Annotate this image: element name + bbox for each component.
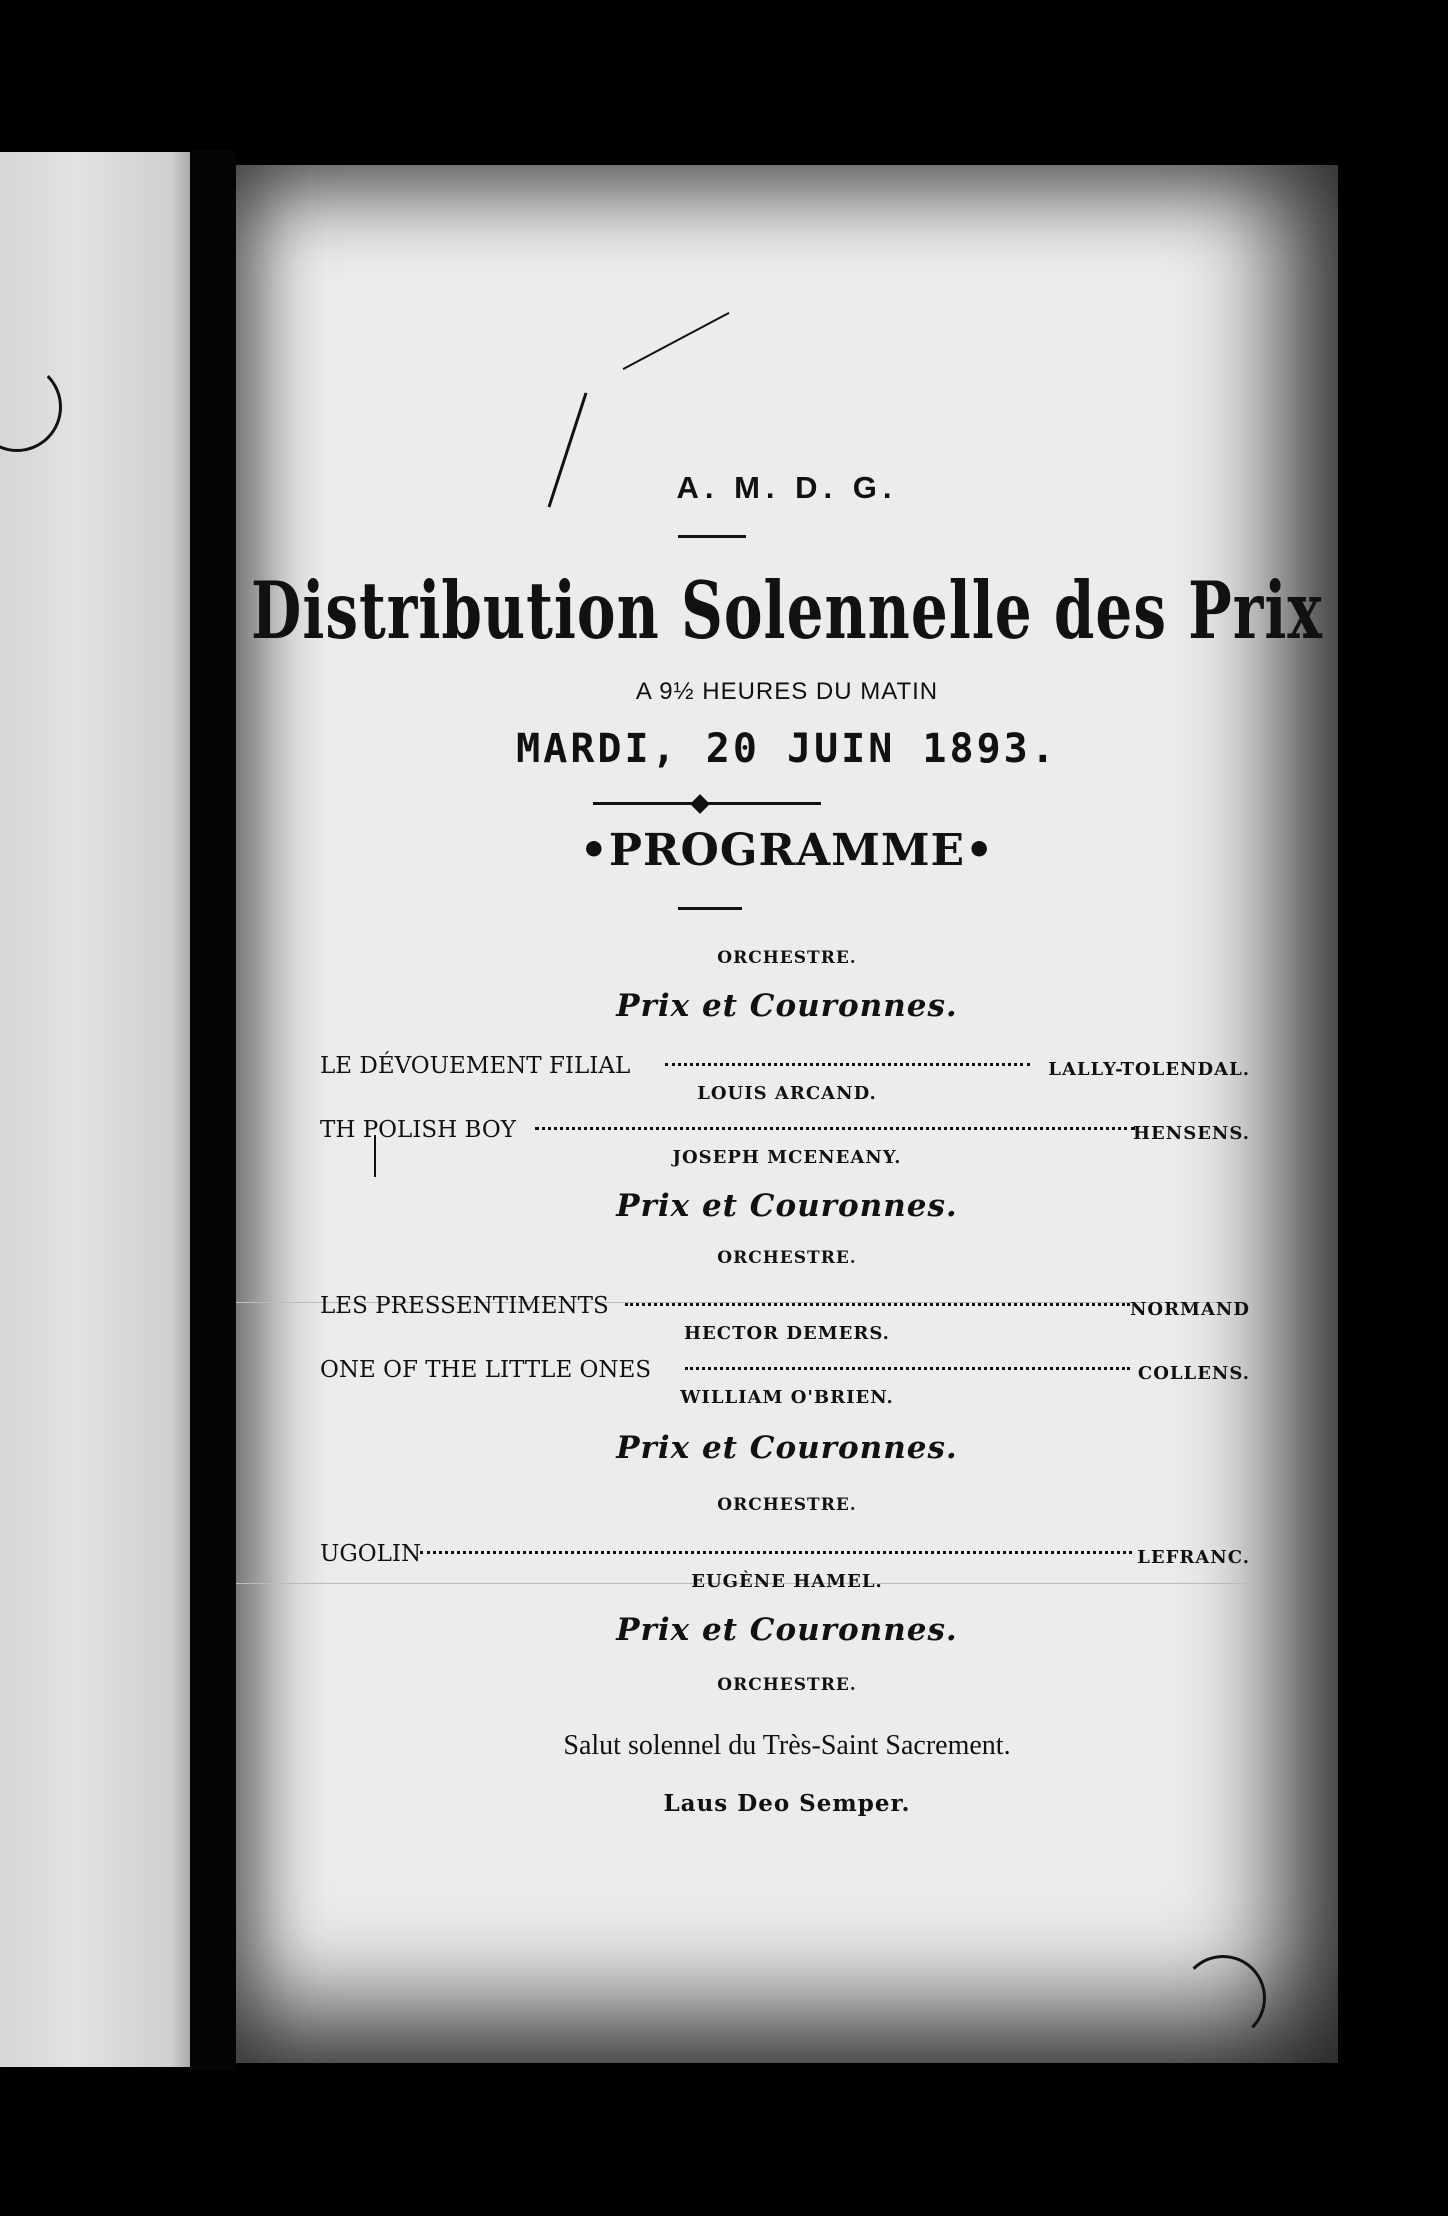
prix-line: Prix et Couronnes. (616, 1612, 958, 1648)
piece-author: LALLY-TOLENDAL. (1048, 1059, 1250, 1080)
performer: LOUIS ARCAND. (697, 1083, 877, 1104)
ornament-divider (593, 802, 821, 805)
orchestre-line: ORCHESTRE. (717, 1248, 857, 1268)
laus-deo-line: Laus Deo Semper. (663, 1790, 911, 1817)
divider (678, 535, 746, 538)
leader-dots (685, 1367, 1130, 1372)
piece-title: TH POLISH BOY (320, 1117, 516, 1143)
salut-line: Salut solennel du Très-Saint Sacrement. (563, 1730, 1011, 1761)
leader-dots (535, 1127, 1135, 1132)
book-gutter (190, 150, 236, 2070)
leader-dots (665, 1063, 1030, 1068)
time-line: A 9½ HEURES DU MATIN (635, 678, 939, 705)
amdg-heading: A. M. D. G. (676, 470, 898, 505)
program-item (320, 1357, 1250, 1391)
orchestre-line: ORCHESTRE. (717, 948, 857, 968)
date-line: MARDI, 20 JUIN 1893. (516, 726, 1058, 772)
program-page (236, 165, 1338, 2063)
performer: HECTOR DEMERS. (684, 1323, 890, 1344)
piece-title: UGOLIN (320, 1541, 422, 1567)
performer: JOSEPH MCENEANY. (672, 1147, 902, 1168)
page-curl-mark (0, 362, 62, 452)
divider (678, 907, 742, 910)
leader-dots (420, 1551, 1132, 1556)
program-item (320, 1293, 1250, 1327)
prix-line: Prix et Couronnes. (616, 988, 958, 1024)
programme-heading: •PROGRAMME• (579, 825, 995, 876)
piece-author: COLLENS. (1137, 1363, 1250, 1384)
stray-mark (623, 312, 730, 370)
piece-title: LES PRESSENTIMENTS (320, 1293, 609, 1319)
program-item (320, 1541, 1250, 1575)
orchestre-line: ORCHESTRE. (717, 1495, 857, 1515)
prix-line: Prix et Couronnes. (616, 1188, 958, 1224)
piece-title: ONE OF THE LITTLE ONES (320, 1357, 652, 1383)
corner-curl-mark (1180, 1955, 1266, 2041)
program-item (320, 1117, 1250, 1151)
program-item (320, 1053, 1250, 1087)
left-page-edge (0, 152, 190, 2067)
piece-author: NORMAND (1129, 1299, 1250, 1320)
piece-author: HENSENS. (1133, 1123, 1250, 1144)
page-title: Distribution Solennelle des Prix (251, 565, 1323, 657)
performer: WILLIAM O'BRIEN. (680, 1387, 894, 1408)
orchestre-line: ORCHESTRE. (717, 1675, 857, 1695)
piece-title: LE DÉVOUEMENT FILIAL (320, 1053, 631, 1079)
prix-line: Prix et Couronnes. (616, 1430, 958, 1466)
piece-author: LEFRANC. (1137, 1547, 1250, 1568)
performer: EUGÈNE HAMEL. (691, 1571, 883, 1592)
leader-dots (625, 1303, 1130, 1308)
